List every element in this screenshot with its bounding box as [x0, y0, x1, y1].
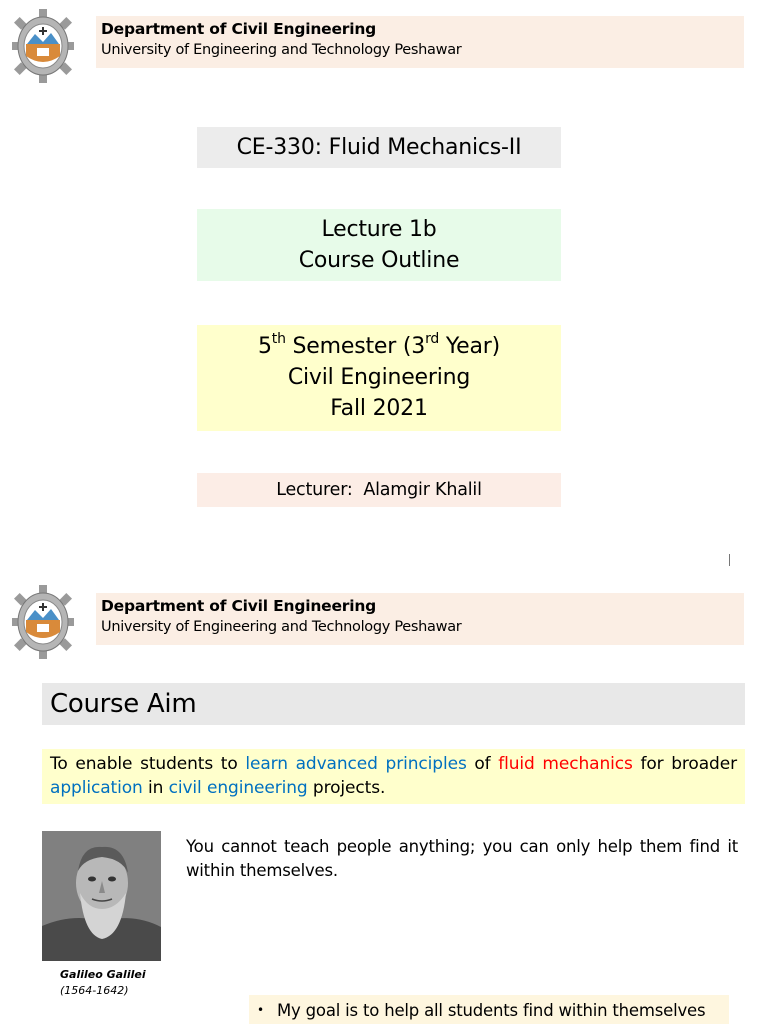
portrait-caption-name: Galileo Galilei	[60, 968, 146, 981]
galileo-portrait-image	[42, 831, 161, 961]
lecture-number: Lecture 1b	[321, 217, 437, 242]
quote-text: You cannot teach people anything; you can only help them find it within themselves.	[186, 837, 738, 880]
header-university: University of Engineering and Technology Peshawar	[101, 619, 462, 635]
course-title-box	[197, 127, 561, 168]
header-university: University of Engineering and Technology Peshawar	[101, 42, 462, 58]
lecturer-box	[197, 473, 561, 507]
uet-logo-icon	[12, 584, 74, 660]
program-line: Civil Engineering	[287, 365, 471, 390]
lecturer-name: Lecturer: Alamgir Khalil	[276, 480, 482, 500]
uet-logo-icon	[12, 8, 74, 84]
slide-heading: Course Aim	[42, 683, 745, 725]
course-aim-box: To enable students to learn advanced principles of fluid mechanics for broader application in civil engineering projects.	[42, 749, 745, 804]
goal-bullet-box	[249, 995, 729, 1024]
slide-course-aim	[0, 576, 768, 1024]
header-department: Department of Civil Engineering	[101, 597, 377, 615]
header-band	[96, 593, 744, 645]
header-band	[96, 16, 744, 68]
term-line: Fall 2021	[330, 396, 428, 421]
course-title: CE-330: Fluid Mechanics-II	[236, 135, 522, 160]
semester-line: 5th Semester (3rd Year)	[257, 330, 501, 359]
header-department: Department of Civil Engineering	[101, 20, 377, 38]
lecture-box	[197, 209, 561, 281]
bullet-icon: •	[257, 1003, 264, 1017]
goal-text: My goal is to help all students find within themselves	[277, 1001, 706, 1020]
semester-box	[197, 325, 561, 431]
portrait-caption-years: (1564-1642)	[60, 984, 129, 997]
page-marker	[729, 554, 730, 566]
lecture-topic: Course Outline	[298, 248, 460, 273]
